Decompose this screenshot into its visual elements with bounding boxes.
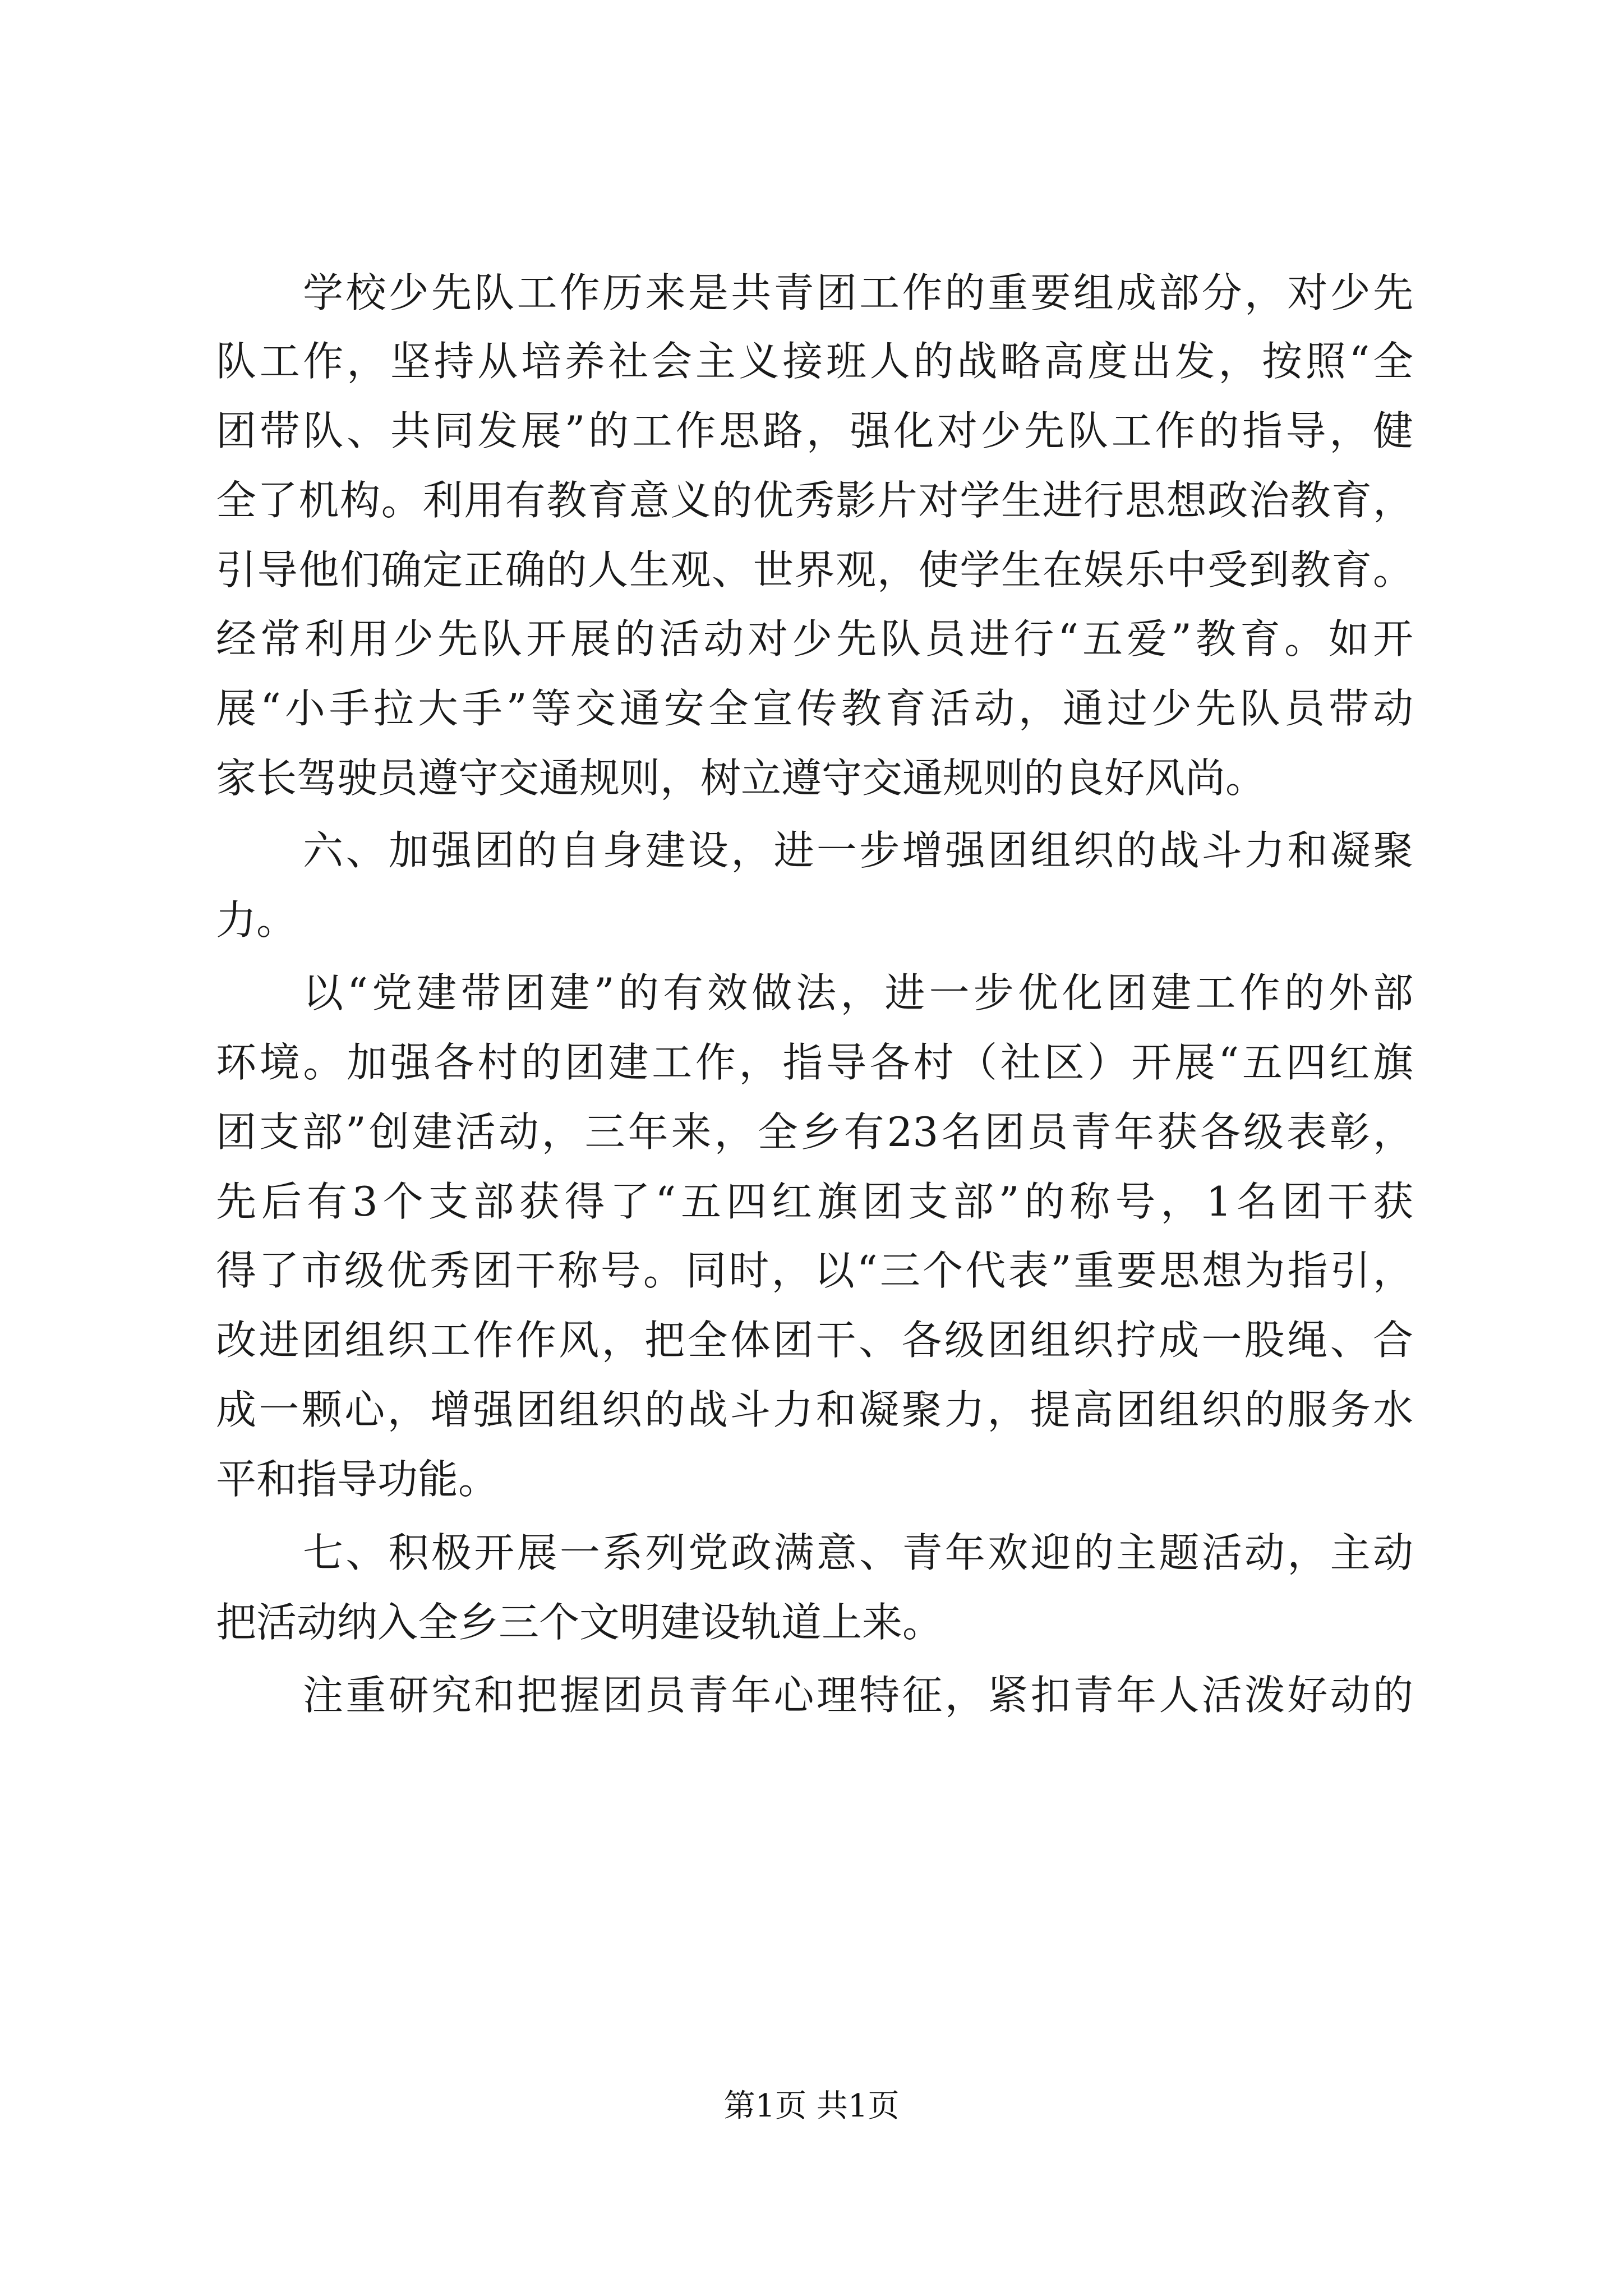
paragraph-line: 团支部”创建活动，三年来，全乡有23名团员青年获各级表彰， xyxy=(216,1108,1413,1156)
paragraph-line: 团带队、共同发展”的工作思路，强化对少先队工作的指导，健 xyxy=(216,407,1413,454)
section-heading-line: 六、加强团的自身建设，进一步增强团组织的战斗力和凝聚 xyxy=(303,827,1413,874)
paragraph-line: 注重研究和把握团员青年心理特征，紧扣青年人活泼好动的 xyxy=(303,1672,1413,1719)
section-heading-line: 力。 xyxy=(216,896,297,944)
paragraph-line: 学校少先队工作历来是共青团工作的重要组成部分，对少先 xyxy=(303,269,1413,316)
paragraph-line: 平和指导功能。 xyxy=(216,1456,499,1503)
paragraph-line: 家长驾驶员遵守交通规则，树立遵守交通规则的良好风尚。 xyxy=(216,754,1266,802)
page-footer: 第1页 共1页 xyxy=(723,2088,900,2124)
paragraph-line: 全了机构。利用有教育意义的优秀影片对学生进行思想政治教育， xyxy=(216,477,1413,524)
paragraph-line: 得了市级优秀团干称号。同时，以“三个代表”重要思想为指引， xyxy=(216,1247,1413,1294)
paragraph-line: 成一颗心，增强团组织的战斗力和凝聚力，提高团组织的服务水 xyxy=(216,1386,1413,1433)
paragraph-line: 环境。加强各村的团建工作，指导各村（社区）开展“五四红旗 xyxy=(216,1039,1413,1086)
paragraph-line: 队工作，坚持从培养社会主义接班人的战略高度出发，按照“全 xyxy=(216,338,1413,385)
paragraph-line: 先后有3个支部获得了“五四红旗团支部”的称号，1名团干获 xyxy=(216,1178,1413,1225)
paragraph-line: 经常利用少先队开展的活动对少先队员进行“五爱”教育。如开 xyxy=(216,615,1413,662)
paragraph-line: 改进团组织工作作风，把全体团干、各级团组织拧成一股绳、合 xyxy=(216,1317,1413,1364)
paragraph-line: 展“小手拉大手”等交通安全宣传教育活动，通过少先队员带动 xyxy=(216,685,1413,732)
paragraph-line: 以“党建带团建”的有效做法，进一步优化团建工作的外部 xyxy=(303,969,1413,1016)
paragraph-line: 引导他们确定正确的人生观、世界观，使学生在娱乐中受到教育。 xyxy=(216,546,1413,593)
section-heading-line: 把活动纳入全乡三个文明建设轨道上来。 xyxy=(216,1599,943,1646)
section-heading-line: 七、积极开展一系列党政满意、青年欢迎的主题活动，主动 xyxy=(303,1529,1413,1576)
